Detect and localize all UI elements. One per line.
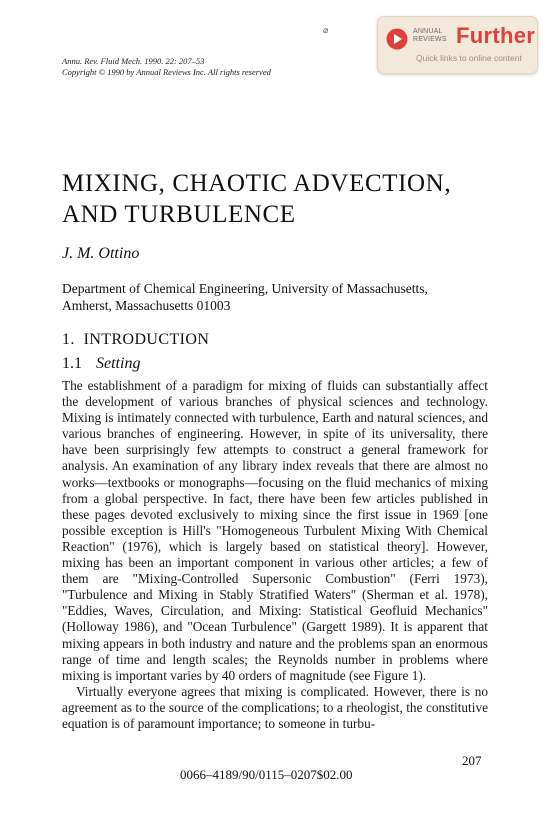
scan-mark: ⌀ [323, 25, 329, 35]
further-label: Further [456, 23, 536, 48]
article-title [62, 168, 451, 230]
subsection-title: Setting [96, 355, 141, 372]
annual-word: ANNUAL [413, 28, 443, 35]
page-number: 207 [462, 753, 482, 768]
title-line-2: AND TURBULENCE [62, 201, 296, 228]
footer-code: 0066–4189/90/0115–0207$02.00 [180, 767, 353, 782]
journal-citation-line: Annu. Rev. Fluid Mech. 1990. 22: 207–53 [62, 56, 205, 66]
paragraph: Virtually everyone agrees that mixing is complicated. However, there is no agreement as to the source of the complications; to a rheologist, the constitutive equation is of paramount importance; to someone in turbu- [62, 683, 488, 731]
reviews-word: REVIEWS [413, 35, 447, 43]
section-heading: 1. INTRODUCTION [62, 331, 210, 348]
journal-citation [62, 56, 271, 78]
further-reviews-badge[interactable] [377, 16, 538, 74]
body-text [62, 378, 488, 732]
author-name: J. M. Ottino [62, 245, 140, 262]
annual-reviews-logo-icon [386, 28, 408, 50]
subsection-heading [62, 355, 140, 373]
further-tagline: Quick links to online content [416, 53, 522, 63]
copyright-line: Copyright © 1990 by Annual Reviews Inc. All rights reserved [62, 67, 271, 77]
annual-reviews-wordmark [413, 28, 447, 43]
author-affiliation [62, 280, 428, 314]
subsection-number: 1.1 [62, 355, 82, 372]
affiliation-line-2: Amherst, Massachusetts 01003 [62, 298, 231, 313]
title-line-1: MIXING, CHAOTIC ADVECTION, [62, 170, 452, 197]
paragraph: The establishment of a paradigm for mixing of fluids can substantially affect the development of various branches of physical sciences and technology. Mixing is intimately connected with turbulence, Earth and natural sciences, and various branches of engineering. However, in spite of its universality, there have been surprisingly few attempts to construct a general framework for analysis. An examination of any library index reveals that there are almost no works—textbooks or monographs—focusing on the fluid mechanics of mixing from a global perspective. In fact, there have been few articles published in these pages devoted exclusively to mixing since the first issue in 1969 [one possible exception is Hill's "Homogeneous Turbulent Mixing With Chemical Reaction" (1976), which is largely based on statistical theory]. However, mixing has been an important component in various other articles; a few of them are "Mixing-Controlled Supersonic Combustion" (Ferri 1973), "Turbulence and Mixing in Stably Stratified Waters" (Sherman et al. 1978), "Eddies, Waves, Circulation, and Mixing: Statistical Geofluid Mechanics" (Holloway 1986), and "Ocean Turbulence" (Gargett 1989). It is apparent that mixing appears in both industry and nature and the problems span an enormous range of time and length scales; the Reynolds number in problems where mixing is important varies by 40 orders of magnitude (see Figure 1). [62, 378, 488, 683]
affiliation-line-1: Department of Chemical Engineering, University of Massachusetts, [62, 281, 428, 296]
